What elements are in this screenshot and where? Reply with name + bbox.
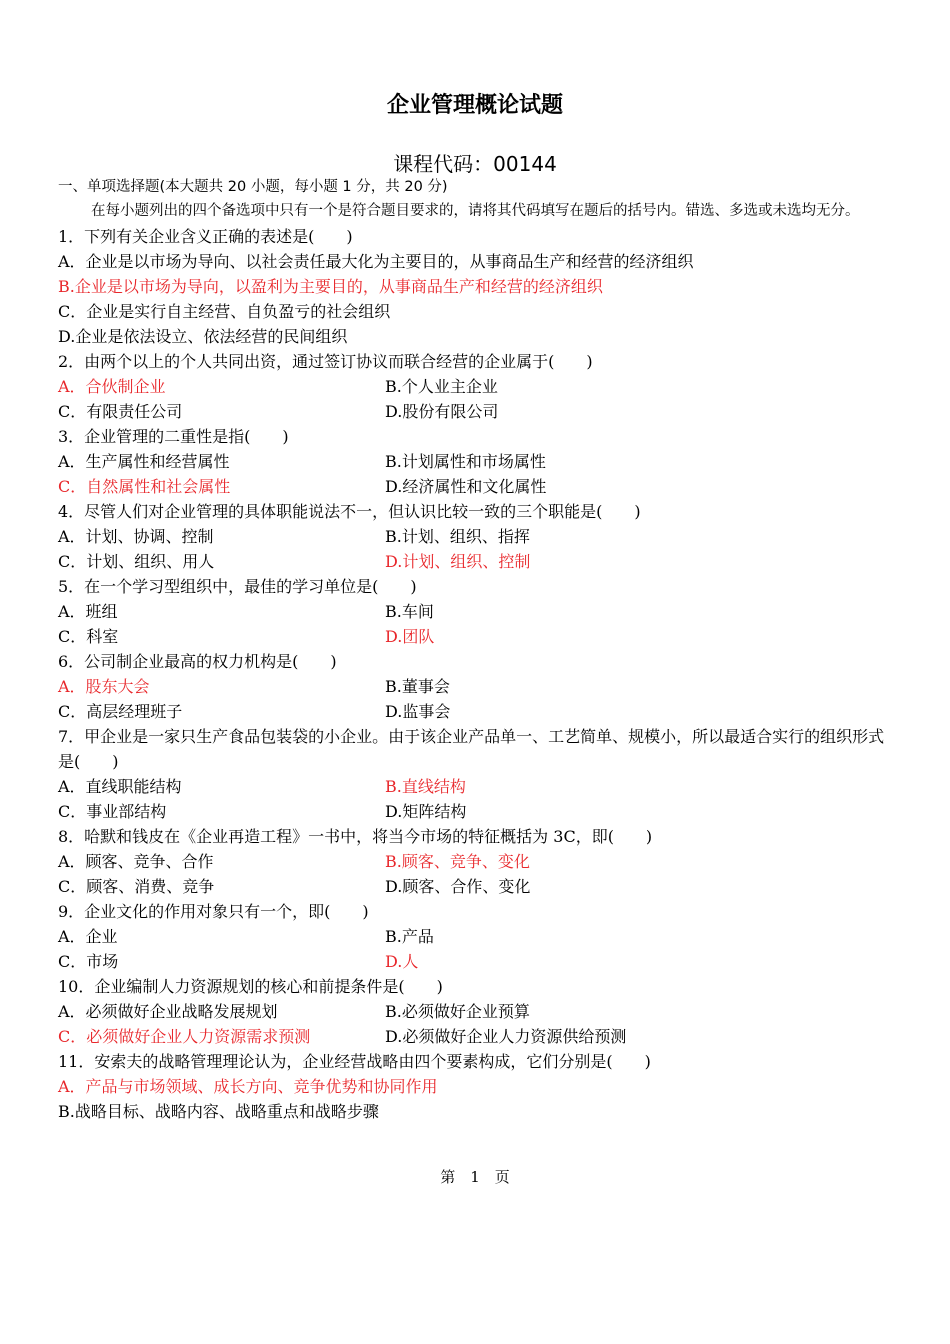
option-row [58,599,898,624]
option-row [58,474,898,499]
option: C．有限责任公司 [58,402,183,421]
option: B.产品 [385,927,434,946]
question-stem: 1．下列有关企业含义正确的表述是( ) [58,227,353,246]
option-row [58,674,898,699]
option: A．顾客、竞争、合作 [58,852,214,871]
question-stem: 11．安索夫的战略管理理论认为，企业经营战略由四个要素构成，它们分别是( ) [58,1052,651,1071]
course-code: 课程代码：00144 [393,152,557,176]
option-row [58,699,898,724]
answer-option: A．合伙制企业 [58,377,166,396]
question-stem: 4．尽管人们对企业管理的具体职能说法不一，但认识比较一致的三个职能是( ) [58,502,641,521]
option: B.计划、组织、指挥 [385,527,530,546]
option: A．计划、协调、控制 [58,527,214,546]
option-row [58,399,898,424]
question-stem: 10．企业编制人力资源规划的核心和前提条件是( ) [58,977,443,996]
page-title: 企业管理概论试题 [386,93,563,118]
option-row [58,549,898,574]
option-row [58,949,898,974]
option: C．高层经理班子 [58,702,183,721]
option-row [58,524,898,549]
option: B.个人业主企业 [385,377,498,396]
option-row [58,999,898,1024]
option-row [58,374,898,399]
answer-option: D.团队 [385,627,435,646]
option: A．直线职能结构 [58,777,182,796]
option: B.战略目标、战略内容、战略重点和战略步骤 [58,1102,379,1121]
question-stem: 2．由两个以上的个人共同出资，通过签订协议而联合经营的企业属于( ) [58,352,593,371]
question-stem: 3．企业管理的二重性是指( ) [58,427,289,446]
page-number: 第 1 页 [440,1168,510,1186]
option: D.经济属性和文化属性 [385,477,547,496]
section-instruction: 在每小题列出的四个备选项中只有一个是符合题目要求的，请将其代码填写在题后的括号内。错选、多选或未选均无分。 [91,203,860,219]
option-row [58,874,898,899]
option: D.矩阵结构 [385,802,467,821]
option: C．科室 [58,627,119,646]
option: B.必须做好企业预算 [385,1002,530,1021]
question-list [58,176,898,1124]
option: A．生产属性和经营属性 [58,452,230,471]
question-stem: 5．在一个学习型组织中，最佳的学习单位是( ) [58,577,417,596]
option: A．企业 [58,927,118,946]
option: C．市场 [58,952,119,971]
option: C．企业是实行自主经营、自负盈亏的社会组织 [58,302,391,321]
option: A．班组 [58,602,118,621]
question-stem: 7．甲企业是一家只生产食品包装袋的小企业。由于该企业产品单一、工艺简单、规模小，所以最适合实行的组织形式是( ) [58,727,885,771]
answer-option: B.企业是以市场为导向，以盈利为主要目的，从事商品生产和经营的经济组织 [58,277,603,296]
option: D.企业是依法设立、依法经营的民间组织 [58,327,348,346]
option: B.计划属性和市场属性 [385,452,546,471]
option: B.车间 [385,602,434,621]
option-row [58,849,898,874]
option: C．顾客、消费、竞争 [58,877,215,896]
option: D.股份有限公司 [385,402,499,421]
option: D.监事会 [385,702,451,721]
answer-option: B.直线结构 [385,777,466,796]
answer-option: C．必须做好企业人力资源需求预测 [58,1027,311,1046]
answer-option: A．产品与市场领域、成长方向、竞争优势和协同作用 [58,1077,438,1096]
option: C．计划、组织、用人 [58,552,215,571]
option-row [58,799,898,824]
option: C．事业部结构 [58,802,167,821]
option-row [58,1024,898,1049]
option-row [58,774,898,799]
option: D.必须做好企业人力资源供给预测 [385,1027,627,1046]
option: B.董事会 [385,677,450,696]
answer-option: D.人 [385,952,419,971]
option-row [58,449,898,474]
question-stem: 6．公司制企业最高的权力机构是( ) [58,652,337,671]
option-row [58,924,898,949]
option-row [58,624,898,649]
question-stem: 8．哈默和钱皮在《企业再造工程》一书中，将当今市场的特征概括为 3C，即( ) [58,827,653,846]
answer-option: C．自然属性和社会属性 [58,477,231,496]
question-stem: 9．企业文化的作用对象只有一个，即( ) [58,902,369,921]
answer-option: A．股东大会 [58,677,150,696]
section-heading: 一、单项选择题(本大题共 20 小题，每小题 1 分，共 20 分) [58,179,448,195]
option: D.顾客、合作、变化 [385,877,531,896]
option: A．必须做好企业战略发展规划 [58,1002,278,1021]
answer-option: B.顾客、竞争、变化 [385,852,530,871]
option: A．企业是以市场为导向、以社会责任最大化为主要目的，从事商品生产和经营的经济组织 [58,252,694,271]
answer-option: D.计划、组织、控制 [385,552,531,571]
